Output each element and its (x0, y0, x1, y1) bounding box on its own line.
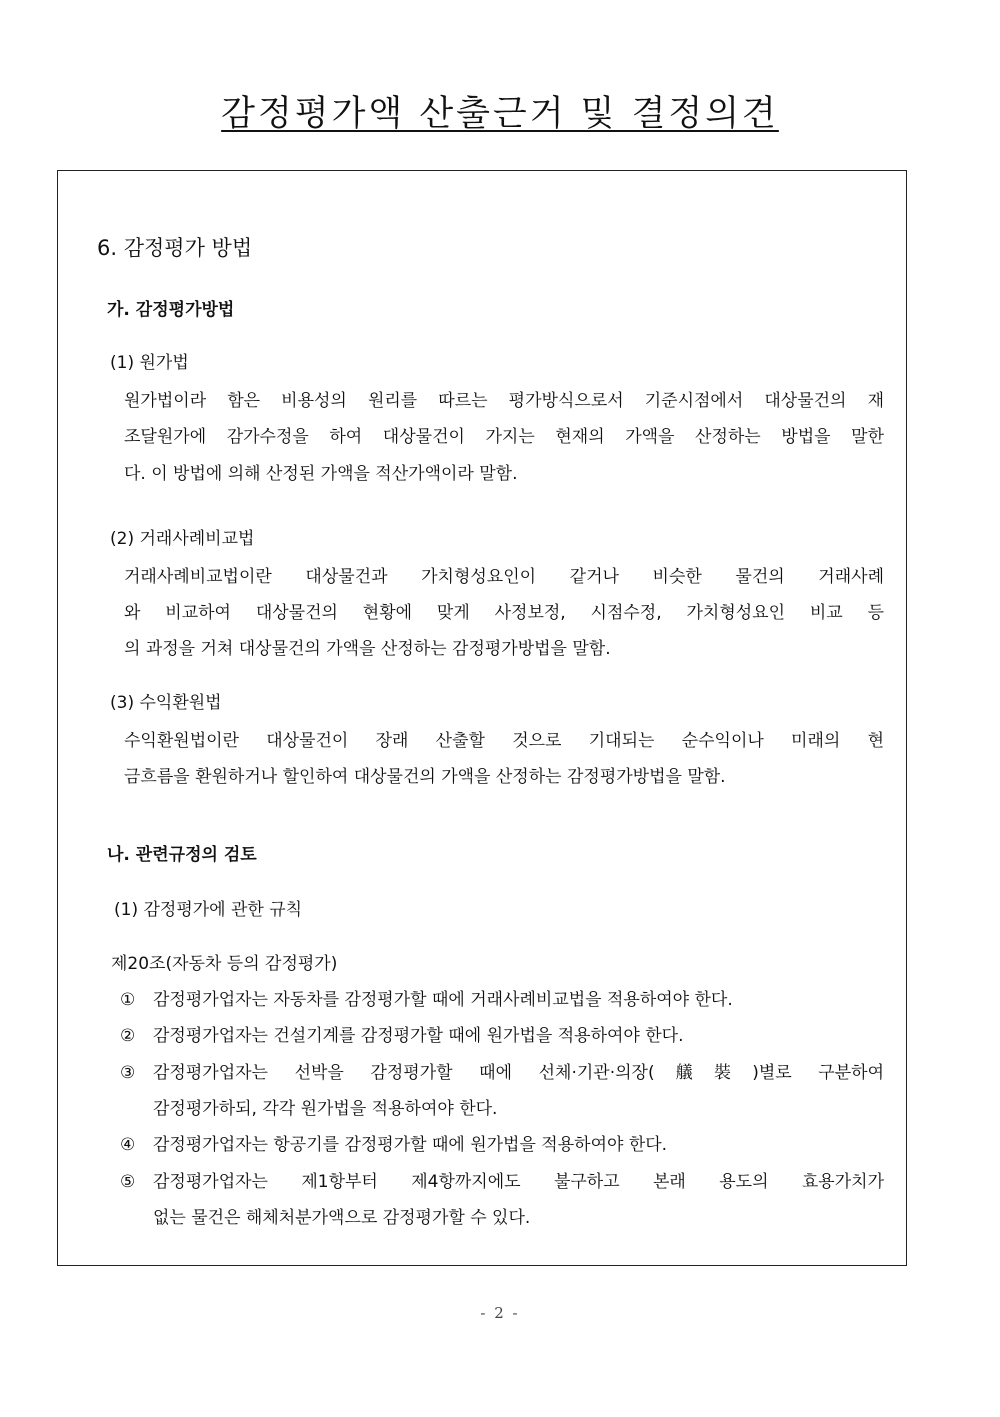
document-title-text: 감정평가액 산출근거 및 결정의견 (221, 94, 779, 134)
clause-number: ② (120, 1026, 136, 1046)
clause-line: 감정평가업자는 항공기를 감정평가할 때에 원가법을 적용하여야 한다. (153, 1135, 668, 1155)
paragraph-line: 와 비교하여 대상물건의 현황에 맞게 사정보정, 시점수정, 가치형성요인 비교 등 (124, 603, 884, 623)
clause-number: ⑤ (120, 1172, 136, 1192)
paragraph-line: 의 과정을 거쳐 대상물건의 가액을 산정하는 감정평가방법을 말함. (124, 639, 611, 659)
clause-line: 감정평가업자는 자동차를 감정평가할 때에 거래사례비교법을 적용하여야 한다. (153, 990, 733, 1010)
paragraph-line: 금흐름을 환원하거나 할인하여 대상물건의 가액을 산정하는 감정평가방법을 말함. (124, 767, 726, 787)
clause-line: 감정평가하되, 각각 원가법을 적용하여야 한다. (153, 1099, 498, 1119)
clause-line: 없는 물건은 해체처분가액으로 감정평가할 수 있다. (153, 1208, 531, 1228)
document-title (0, 92, 1000, 136)
item-heading-cost-approach: (1) 원가법 (110, 353, 189, 373)
paragraph-line: 다. 이 방법에 의해 산정된 가액을 적산가액이라 말함. (124, 464, 518, 484)
section-heading: 6. 감정평가 방법 (97, 236, 253, 260)
clause-line: 감정평가업자는 제1항부터 제4항까지에도 불구하고 본래 용도의 효용가치가 (153, 1172, 884, 1192)
item-heading-sales-comparison: (2) 거래사례비교법 (110, 529, 255, 549)
article-title: 제20조(자동차 등의 감정평가) (111, 954, 338, 974)
subsection-a-heading: 가. 감정평가방법 (107, 300, 235, 320)
item-heading-regulation: (1) 감정평가에 관한 규칙 (114, 900, 303, 920)
clause-line: 감정평가업자는 선박을 감정평가할 때에 선체·기관·의장(艤裝)별로 구분하여 (153, 1063, 884, 1083)
paragraph-line: 원가법이라 함은 비용성의 원리를 따르는 평가방식으로서 기준시점에서 대상물건의 재 (124, 391, 884, 411)
subsection-b-heading: 나. 관련규정의 검토 (107, 845, 257, 865)
clause-number: ④ (120, 1135, 136, 1155)
clause-number: ③ (120, 1063, 136, 1083)
paragraph-line: 조달원가에 감가수정을 하여 대상물건이 가지는 현재의 가액을 산정하는 방법을 말한 (124, 427, 884, 447)
page-number: - 2 - (480, 1304, 520, 1322)
clause-line: 감정평가업자는 건설기계를 감정평가할 때에 원가법을 적용하여야 한다. (153, 1026, 684, 1046)
item-heading-income-approach: (3) 수익환원법 (110, 693, 222, 713)
paragraph-line: 거래사례비교법이란 대상물건과 가치형성요인이 같거나 비슷한 물건의 거래사례 (124, 567, 884, 587)
clause-number: ① (120, 990, 136, 1010)
paragraph-line: 수익환원법이란 대상물건이 장래 산출할 것으로 기대되는 순수익이나 미래의 현 (124, 731, 884, 751)
